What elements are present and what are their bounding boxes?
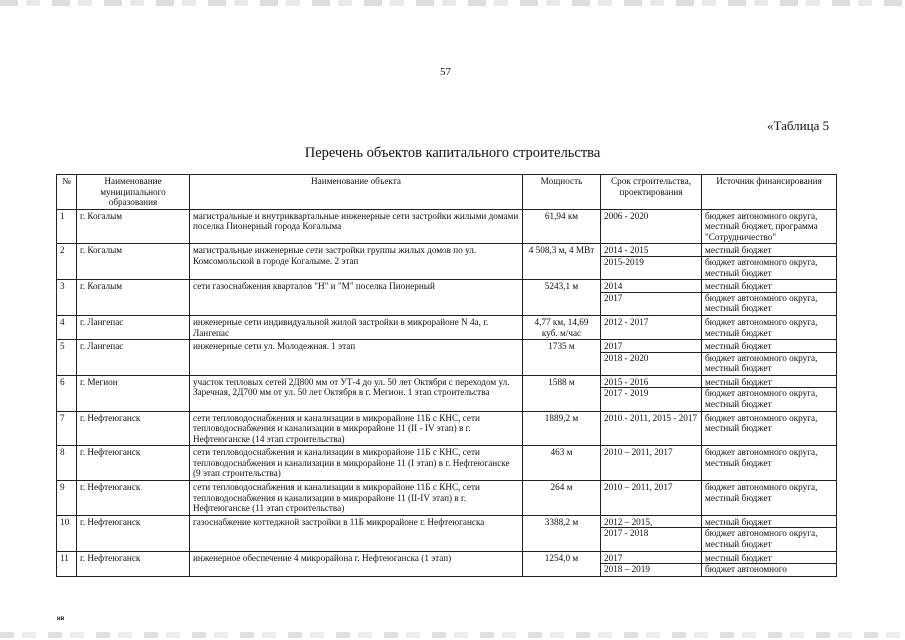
- stage-period: 2018 – 2019: [601, 563, 701, 575]
- row-number: 7: [57, 411, 77, 446]
- row-municipality: г. Мегион: [77, 375, 190, 411]
- table-row: [57, 515, 837, 551]
- row-funding: [702, 244, 837, 280]
- row-number: 6: [57, 375, 77, 411]
- stage-period: 2017 - 2019: [601, 387, 701, 399]
- row-number: 5: [57, 340, 77, 376]
- row-capacity: 3388,2 м: [523, 515, 601, 551]
- stage-period: 2010 - 2011, 2015 - 2017: [604, 412, 698, 423]
- row-object: участок тепловых сетей 2Д800 мм от УТ-4 до ул. 50 лет Октября с переходом ул. Заречная, 2Д700 мм от ул. 50 лет Октября в г. Мегион. 1 этап строительства: [190, 375, 523, 411]
- row-municipality: г. Когалым: [77, 244, 190, 280]
- table-row: [57, 446, 837, 481]
- stage-funding: бюджет автономного округа, местный бюджет: [702, 292, 836, 314]
- stage-funding: бюджет автономного округа, местный бюджет: [702, 387, 836, 409]
- stage-funding: бюджет автономного округа, местный бюджет: [705, 412, 818, 434]
- table-row: [57, 315, 837, 339]
- footer-mark: нв: [57, 616, 65, 622]
- stage-period: 2012 - 2017: [604, 316, 649, 327]
- stage-funding: бюджет автономного округа, местный бюджет: [705, 482, 818, 503]
- page-number: 57: [440, 66, 451, 78]
- row-funding: [702, 209, 837, 244]
- document-title: Перечень объектов капитального строительства: [304, 145, 601, 161]
- stage-funding: бюджет автономного: [702, 563, 836, 575]
- table-row: [57, 209, 837, 244]
- stage-period: 2015-2019: [601, 256, 701, 268]
- stage-period: 2017: [604, 552, 623, 563]
- row-municipality: г. Нефтеюганск: [77, 551, 190, 576]
- row-object: сети тепловодоснабжения и канализации в микрорайоне 11Б с КНС, сети тепловодоснабжения и канализации в микрорайоне 11 (I этап) в г. Нефтеюганске (9 этап строительства): [190, 446, 523, 481]
- row-municipality: г. Нефтеюганск: [77, 411, 190, 446]
- row-municipality: г. Лангепас: [77, 315, 190, 339]
- header-capacity: Мощность: [523, 175, 601, 210]
- header-num: №: [57, 175, 77, 210]
- stage-period: 2015 - 2016: [604, 376, 649, 387]
- stage-period: 2017: [601, 292, 701, 304]
- row-municipality: г. Нефтеюганск: [77, 446, 190, 481]
- table-header-row: [57, 175, 837, 210]
- row-capacity: 1889,2 м: [523, 411, 601, 446]
- stage-period: 2014 - 2015: [604, 245, 649, 256]
- stage-period: 2006 - 2020: [604, 210, 649, 221]
- row-period: [601, 411, 702, 446]
- row-object: сети газоснабжения кварталов "Н" и "М" поселка Пионерный: [190, 280, 523, 316]
- row-capacity: 463 м: [523, 446, 601, 481]
- stage-funding: местный бюджет: [705, 245, 772, 256]
- row-number: 8: [57, 446, 77, 481]
- row-funding: [702, 551, 837, 576]
- row-object: газоснабжение коттеджной застройки в 11Б микрорайоне г. Нефтеюганска: [190, 515, 523, 551]
- row-capacity: 5243,1 м: [523, 280, 601, 316]
- row-period: [601, 446, 702, 481]
- row-municipality: г. Нефтеюганск: [77, 481, 190, 516]
- stage-period: 2012 – 2015,: [604, 516, 653, 527]
- table-row: [57, 280, 837, 316]
- table-row: [57, 551, 837, 576]
- row-object: инженерные сети ул. Молодежная. 1 этап: [190, 340, 523, 376]
- row-number: 11: [57, 551, 77, 576]
- row-object: инженерные сети индивидуальной жилой застройки в микрорайоне N 4а, г. Лангепас: [190, 315, 523, 339]
- table-row: [57, 244, 837, 280]
- row-capacity: 264 м: [523, 481, 601, 516]
- stage-funding: местный бюджет: [705, 516, 772, 527]
- row-number: 9: [57, 481, 77, 516]
- stage-funding: бюджет автономного округа, местный бюджет: [702, 527, 836, 549]
- row-municipality: г. Когалым: [77, 280, 190, 316]
- row-number: 2: [57, 244, 77, 280]
- stage-funding: бюджет автономного округа, местный бюджет: [705, 316, 818, 338]
- stage-period: 2017: [604, 341, 623, 352]
- stage-funding: бюджет автономного округа, местный бюджет: [705, 447, 818, 468]
- row-funding: [702, 280, 837, 316]
- table-row: [57, 411, 837, 446]
- stage-funding: местный бюджет: [705, 281, 772, 292]
- row-capacity: 4 508,3 м, 4 МВт: [523, 244, 601, 280]
- row-period: [601, 315, 702, 339]
- scan-edge-top: [0, 0, 905, 6]
- table-row: [57, 375, 837, 411]
- stage-funding: местный бюджет: [705, 341, 772, 352]
- row-object: сети тепловодоснабжения и канализации в микрорайоне 11Б с КНС, сети тепловодоснабжения и канализации в микрорайоне 11 (II - IV этап) в г. Нефтеюганске (14 этап строительства): [190, 411, 523, 446]
- capital-construction-table: [56, 174, 837, 577]
- row-period: [601, 551, 702, 576]
- stage-funding: местный бюджет: [705, 376, 772, 387]
- stage-period: 2018 - 2020: [601, 352, 701, 364]
- row-funding: [702, 375, 837, 411]
- row-period: [601, 481, 702, 516]
- header-object: Наименование объекта: [190, 175, 523, 210]
- row-period: [601, 209, 702, 244]
- row-capacity: 1735 м: [523, 340, 601, 376]
- row-municipality: г. Когалым: [77, 209, 190, 244]
- row-period: [601, 244, 702, 280]
- table-body: [57, 209, 837, 576]
- row-number: 4: [57, 315, 77, 339]
- header-period: Срок строительства, проектирования: [601, 175, 702, 210]
- row-capacity: 4,77 км, 14,69 куб. м/час: [523, 315, 601, 339]
- row-capacity: 1588 м: [523, 375, 601, 411]
- stage-period: 2014: [604, 281, 623, 292]
- stage-funding: бюджет автономного округа, местный бюджет, программа "Сотрудничество": [705, 210, 818, 242]
- row-object: сети тепловодоснабжения и канализации в микрорайоне 11Б с КНС, сети тепловодоснабжения и канализации в микрорайоне 11 (II-IV этап) в г. Нефтеюганске (11 этап строительства): [190, 481, 523, 516]
- row-object: магистральные и внутриквартальные инженерные сети застройки жилыми домами поселка Пионерный города Когалыма: [190, 209, 523, 244]
- table-row: [57, 481, 837, 516]
- row-municipality: г. Нефтеюганск: [77, 515, 190, 551]
- row-funding: [702, 340, 837, 376]
- header-funding: Источник финансирования: [702, 175, 837, 210]
- row-number: 1: [57, 209, 77, 244]
- row-municipality: г. Лангепас: [77, 340, 190, 376]
- row-number: 3: [57, 280, 77, 316]
- header-municipality: Наименование муниципального образования: [77, 175, 190, 210]
- row-period: [601, 280, 702, 316]
- row-funding: [702, 411, 837, 446]
- row-number: 10: [57, 515, 77, 551]
- row-capacity: 61,94 км: [523, 209, 601, 244]
- stage-funding: бюджет автономного округа, местный бюджет: [702, 352, 836, 374]
- stage-funding: бюджет автономного округа, местный бюджет: [702, 256, 836, 278]
- row-period: [601, 340, 702, 376]
- stage-period: 2010 – 2011, 2017: [604, 447, 673, 458]
- stage-period: 2017 - 2018: [601, 527, 701, 539]
- row-funding: [702, 446, 837, 481]
- stage-funding: местный бюджет: [705, 552, 772, 563]
- row-funding: [702, 481, 837, 516]
- row-capacity: 1254,0 м: [523, 551, 601, 576]
- row-object: инженерное обеспечение 4 микрорайона г. Нефтеюганска (1 этап): [190, 551, 523, 576]
- table-row: [57, 340, 837, 376]
- row-funding: [702, 315, 837, 339]
- stage-period: 2010 – 2011, 2017: [604, 482, 673, 493]
- row-period: [601, 375, 702, 411]
- scan-edge-bottom: [0, 632, 905, 638]
- table-reference: «Таблица 5: [767, 118, 830, 133]
- row-object: магистральные инженерные сети застройки группы жилых домов по ул. Комсомольской в городе Когалыме. 2 этап: [190, 244, 523, 280]
- row-period: [601, 515, 702, 551]
- row-funding: [702, 515, 837, 551]
